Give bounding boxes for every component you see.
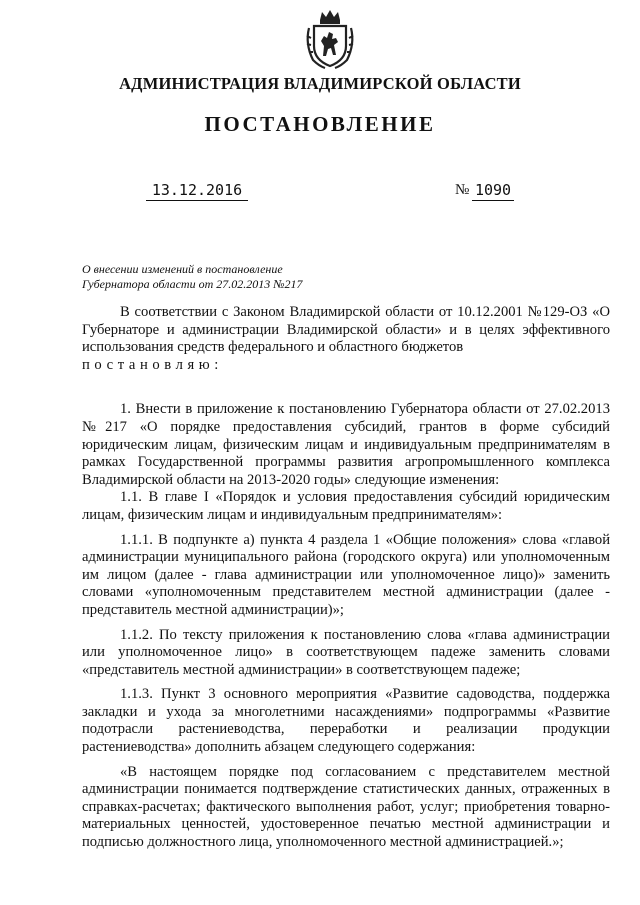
preamble-paragraph: В соответствии с Законом Владимирской области от 10.12.2001 №129-ОЗ «О Губернаторе и администрации Владимирской области» и в целях эффективного использования средств федерального и областного бюджетов	[82, 304, 610, 356]
resolution-word: постановляю:	[82, 356, 223, 373]
coat-of-arms-emblem	[303, 8, 357, 70]
number-sign: №	[455, 182, 470, 198]
organization-title: АДМИНИСТРАЦИЯ ВЛАДИМИРСКОЙ ОБЛАСТИ	[119, 74, 521, 93]
document-date: 13.12.2016	[146, 181, 248, 201]
document-subject	[82, 262, 442, 292]
subject-line-2: Губернатора области от 27.02.2013 №217	[82, 277, 303, 291]
item-1-paragraph: 1. Внести в приложение к постановлению Губернатора области от 27.02.2013 №217 «О порядке предоставления субсидий, грантов в форме субсидий юридическим лицам, физическим лицам и индивидуальным предпринимателям в рамках Государственной программы развития агропромышленного комплекса Владимирской области на 2013-2020 годы» следующие изменения:	[82, 401, 610, 488]
document-body	[82, 304, 610, 852]
document-number: 1090	[472, 181, 514, 201]
item-1-1-1-paragraph: 1.1.1. В подпункте а) пункта 4 раздела 1 «Общие положения» слова «главой администрации муниципального района (городского округа) или уполномоченным им лицом (далее - глава администрации или уполномоченное лицо)» заменить словами «уполномоченным представителем местной администрации (далее - представитель местной администрации)»;	[82, 531, 610, 618]
subject-line-1: О внесении изменений в постановление	[82, 262, 283, 276]
item-1-1-3-paragraph: 1.1.3. Пункт 3 основного мероприятия «Развитие садоводства, поддержка закладки и ухода за многолетними насаждениями» подпрограммы «Развитие подотрасли растениеводства, переработки и реализации продукции растениеводства» дополнить абзацем следующего содержания:	[82, 686, 610, 756]
quoted-addition-paragraph: «В настоящем порядке под согласованием с представителем местной администрации понимается подтверждение статистических данных, отраженных в справках-расчетах; фактического выполнения работ, услуг; приобретения товарно-материальных ценностей, удостоверенное печатью местной администрации и подписью должностного лица, уполномоченного местной администрацией.»;	[82, 763, 610, 851]
document-type-heading: ПОСТАНОВЛЕНИЕ	[204, 112, 436, 136]
item-1-1-paragraph: 1.1. В главе I «Порядок и условия предоставления субсидий юридическим лицам, физическим лицам и индивидуальным предпринимателям»:	[82, 489, 610, 523]
item-1-1-2-paragraph: 1.1.2. По тексту приложения к постановлению слова «глава администрации или уполномоченное лицо» в соответствующем падеже заменить словами «представитель местной администрации» в соответствующем падеже;	[82, 626, 610, 678]
